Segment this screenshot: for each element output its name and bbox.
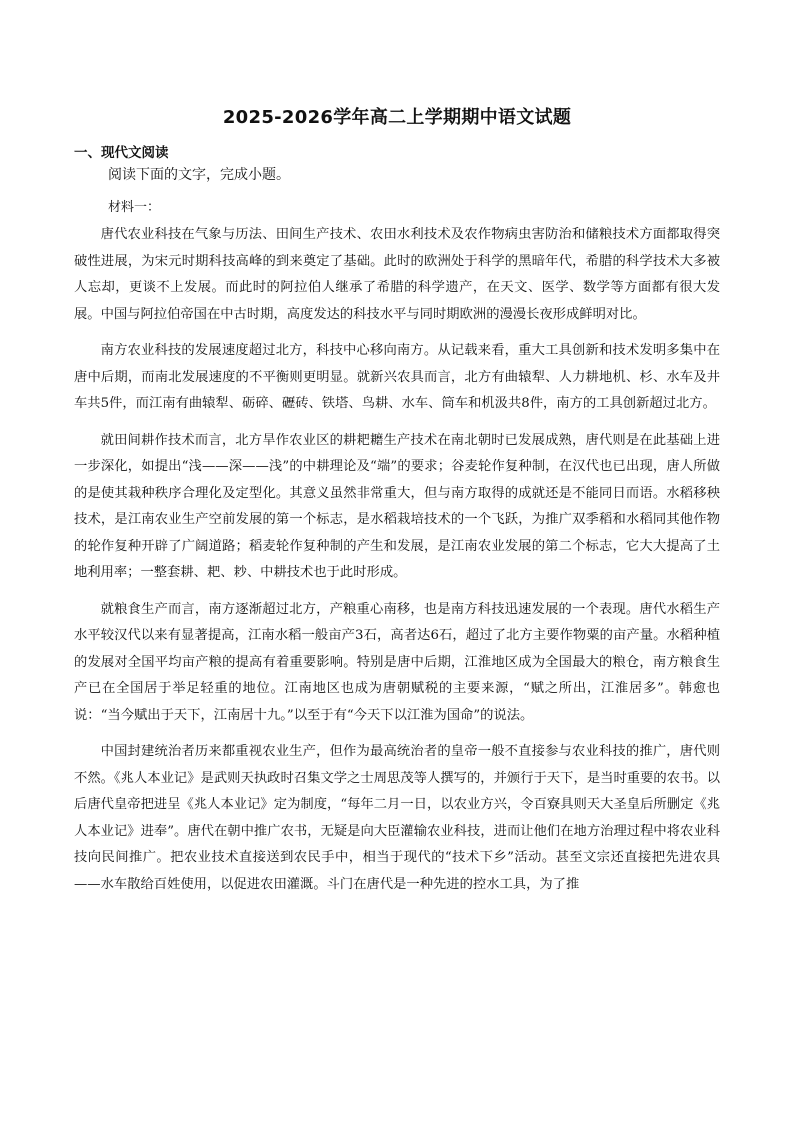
section-heading: 一、现代文阅读 [74, 145, 169, 161]
paragraph: 就田间耕作技术而言，北方旱作农业区的耕耙耱生产技术在南北朝时已发展成熟，唐代则是在此基础上进一步深化，如提出“浅——深——浅”的中耕理论及“端”的要求；谷麦轮作复种制，在汉代也已出现，唐人所做的是使其栽种秩序合理化及定型化。其意义虽然非常重大，但与南方取得的成就还是不能同日而语。水稻移秧技术，是江南农业生产空前发展的第一个标志，是水稻栽培技术的一个飞跃，为推广双季稻和水稻同其他作物的轮作复种开辟了广阔道路；稻麦轮作复种制的产生和发展，是江南农业发展的第二个标志，它大大提高了土地利用率；一整套耕、耙、耖、中耕技术也于此时形成。 [74, 432, 720, 580]
reading-instruction: 阅读下面的文字，完成小题。 [108, 167, 290, 183]
passage-body [74, 222, 720, 908]
paragraph: 南方农业科技的发展速度超过北方，科技中心移向南方。从记载来看，重大工具创新和技术发明多集中在唐中后期，而南北发展速度的不平衡则更明显。就新兴农具而言，北方有曲辕犁、人力耕地机、杉、水车及井车共5件，而江南有曲辕犁、砺碎、礰砖、铁塔、鸟耕、水车、筒车和机汲共8件，南方的工具创新超过北方。 [74, 343, 720, 411]
paragraph: 就粮食生产而言，南方逐渐超过北方，产粮重心南移，也是南方科技迅速发展的一个表现。唐代水稻生产水平较汉代以来有显著提高，江南水稻一般亩产3石，高者达6石，超过了北方主要作物粟的亩产量。水稻种植的发展对全国平均亩产粮的提高有着重要影响。特别是唐中后期，江淮地区成为全国最大的粮仓，南方粮食生产已在全国居于举足轻重的地位。江南地区也成为唐朝赋税的主要来源，“赋之所出，江淮居多”。韩愈也说：“当今赋出于天下，江南居十九。”以至于有“今天下以江淮为国命”的说法。 [74, 601, 720, 723]
paragraph: 唐代农业科技在气象与历法、田间生产技术、农田水利技术及农作物病虫害防治和储粮技术方面都取得突破性进展，为宋元时期科技高峰的到来奠定了基础。此时的欧洲处于科学的黑暗年代，希腊的科学技术大多被人忘却，更谈不上发展。而此时的阿拉伯人继承了希腊的科学遗产，在天文、医学、数学等方面都有很大发展。中国与阿拉伯帝国在中古时期，高度发达的科技水平与同时期欧洲的漫漫长夜形成鲜明对比。 [74, 227, 720, 322]
exam-title: 2025-2026学年高二上学期期中语文试题 [222, 107, 572, 128]
paragraph: 中国封建统治者历来都重视农业生产，但作为最高统治者的皇帝一般不直接参与农业科技的推广，唐代则不然。《兆人本业记》是武则天执政时召集文学之士周思茂等人撰写的，并颁行于天下，是当时重要的农书。以后唐代皇帝把进呈《兆人本业记》定为制度，“每年二月一日，以农业方兴，令百寮具则天大圣皇后所删定《兆人本业记》进奉”。唐代在朝中推广农书，无疑是向大臣灌输农业科技，进而让他们在地方治理过程中将农业科技向民间推广。把农业技术直接送到农民手中，相当于现代的“技术下乡”活动。甚至文宗还直接把先进农具——水车散给百姓使用，以促进农田灌溉。斗门在唐代是一种先进的控水工具，为了推 [74, 744, 720, 892]
material-label: 材料一： [108, 200, 161, 215]
